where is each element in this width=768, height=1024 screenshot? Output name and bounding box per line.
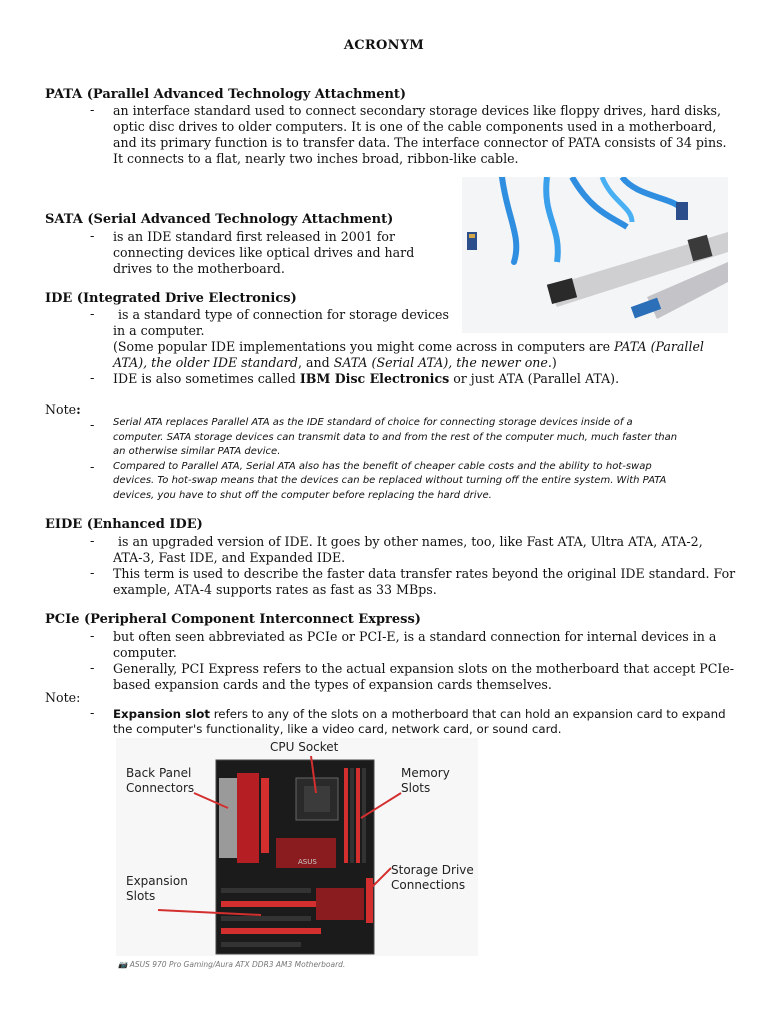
pcie-dash-2: - (90, 661, 95, 676)
note-2-line-2: the computer's functionality, like a video card, network card, or sound card. (113, 722, 562, 736)
note-1-item-2-line-1: Compared to Parallel ATA, Serial ATA also has the benefit of cheaper cable costs and the ability to hot-swap (113, 460, 652, 472)
camera-icon: 📷 (118, 960, 128, 969)
eide-b2-line-1: This term is used to describe the faster data transfer rates beyond the original IDE standard. For (113, 566, 736, 581)
callout-storage-2: Connections (391, 878, 466, 892)
callout-memory-2: Slots (401, 781, 431, 795)
callout-storage-1: Storage Drive (391, 863, 474, 877)
sata-dash: - (90, 229, 95, 244)
note-2-label: Note: (45, 690, 81, 705)
ide-dash-1: - (90, 307, 95, 322)
ide-b1-line-2: in a computer. (113, 323, 205, 338)
ide-b1-para-line-2: ATA), the older IDE standard, and SATA (Serial ATA), the newer one.) (113, 355, 557, 370)
pata-dash: - (90, 103, 95, 118)
pcie-b2-line-1: Generally, PCI Express refers to the actual expansion slots on the motherboard that accept PCIe- (113, 661, 735, 676)
callout-memory-1: Memory (401, 766, 450, 780)
eide-b1-line-2: ATA-3, Fast IDE, and Expanded IDE. (113, 550, 346, 565)
ide-b2: IDE is also sometimes called IBM Disc Electronics or just ATA (Parallel ATA). (113, 371, 620, 386)
sata-ide-cables-image (462, 177, 728, 333)
cables-photo (462, 177, 728, 333)
callout-expansion-2: Slots (126, 889, 156, 903)
pcie-b1-line-1: but often seen abbreviated as PCIe or PCI-E, is a standard connection for internal devices in a (113, 629, 717, 644)
pcie-heading: PCIe (Peripheral Component Interconnect Express) (45, 612, 421, 627)
figure-caption: 📷 ASUS 970 Pro Gaming/Aura ATX DDR3 AM3 Motherboard. (118, 960, 346, 969)
pcie-b1-line-2: computer. (113, 645, 177, 660)
ide-dash-2: - (90, 371, 95, 386)
ide-b1-para-line-1: (Some popular IDE implementations you might come across in computers are PATA (Parallel (113, 339, 704, 354)
sata-line-3: drives to the motherboard. (113, 261, 285, 276)
callout-expansion-1: Expansion (126, 874, 188, 888)
eide-heading: EIDE (Enhanced IDE) (45, 517, 203, 532)
sata-heading: SATA (Serial Advanced Technology Attachment) (45, 212, 394, 227)
note-1-item-1-line-2: computer. SATA storage devices can transmit data to and from the rest of the computer much, much faster than (113, 431, 678, 443)
eide-b2-line-2: example, ATA-4 supports rates as fast as 33 MBps. (113, 582, 437, 597)
note-1-dash-2: - (90, 460, 95, 475)
note-1-item-1-line-1: Serial ATA replaces Parallel ATA as the IDE standard of choice for connecting storage devices inside of a (113, 417, 633, 428)
eide-dash-2: - (90, 566, 95, 581)
pata-line-2: optic disc drives to older computers. It is one of the cable components used in a motherboard, (113, 119, 717, 134)
eide-dash-1: - (90, 534, 95, 549)
callout-cpu-socket: CPU Socket (270, 740, 339, 754)
sata-line-2: connecting devices like optical drives and hard (113, 245, 415, 260)
board-brand: ASUS (298, 858, 317, 866)
callout-back-panel-1: Back Panel (126, 766, 192, 780)
pcie-dash-1: - (90, 629, 95, 644)
note-1-item-2-line-3: devices, you have to shut off the computer before replacing the hard drive. (113, 489, 492, 501)
sata-line-1: is an IDE standard first released in 2001 for (113, 229, 396, 244)
ide-heading: IDE (Integrated Drive Electronics) (45, 291, 297, 306)
pcie-b2-line-2: based expansion cards and the types of expansion cards themselves. (113, 677, 552, 692)
pata-line-1: an interface standard used to connect secondary storage devices like floppy drives, hard disks, (113, 103, 721, 118)
motherboard-figure (116, 738, 478, 956)
page-title: ACRONYM (343, 38, 425, 53)
note-2-line-1: Expansion slot refers to any of the slots on a motherboard that can hold an expansion card to expand (113, 707, 726, 721)
ide-b1-line-1: is a standard type of connection for storage devices (118, 307, 449, 322)
note-1-dash-1: - (90, 418, 95, 433)
note-1-item-1-line-3: an otherwise similar PATA device. (113, 446, 281, 457)
pata-line-3: and its primary function is to transfer data. The interface connector of PATA consists of 34 pins. (113, 135, 727, 150)
callout-back-panel-2: Connectors (126, 781, 195, 795)
eide-b1-line-1: is an upgraded version of IDE. It goes by other names, too, like Fast ATA, Ultra ATA, ATA-2, (118, 534, 703, 549)
note-1-label: Note: (45, 402, 81, 417)
pata-heading: PATA (Parallel Advanced Technology Attachment) (45, 87, 407, 102)
note-2-dash: - (90, 706, 95, 721)
pata-line-4: It connects to a flat, nearly two inches broad, ribbon-like cable. (113, 151, 519, 166)
note-1-item-2-line-2: devices. To hot-swap means that the devices can be replaced without turning off the entire system. With PATA (113, 475, 667, 486)
